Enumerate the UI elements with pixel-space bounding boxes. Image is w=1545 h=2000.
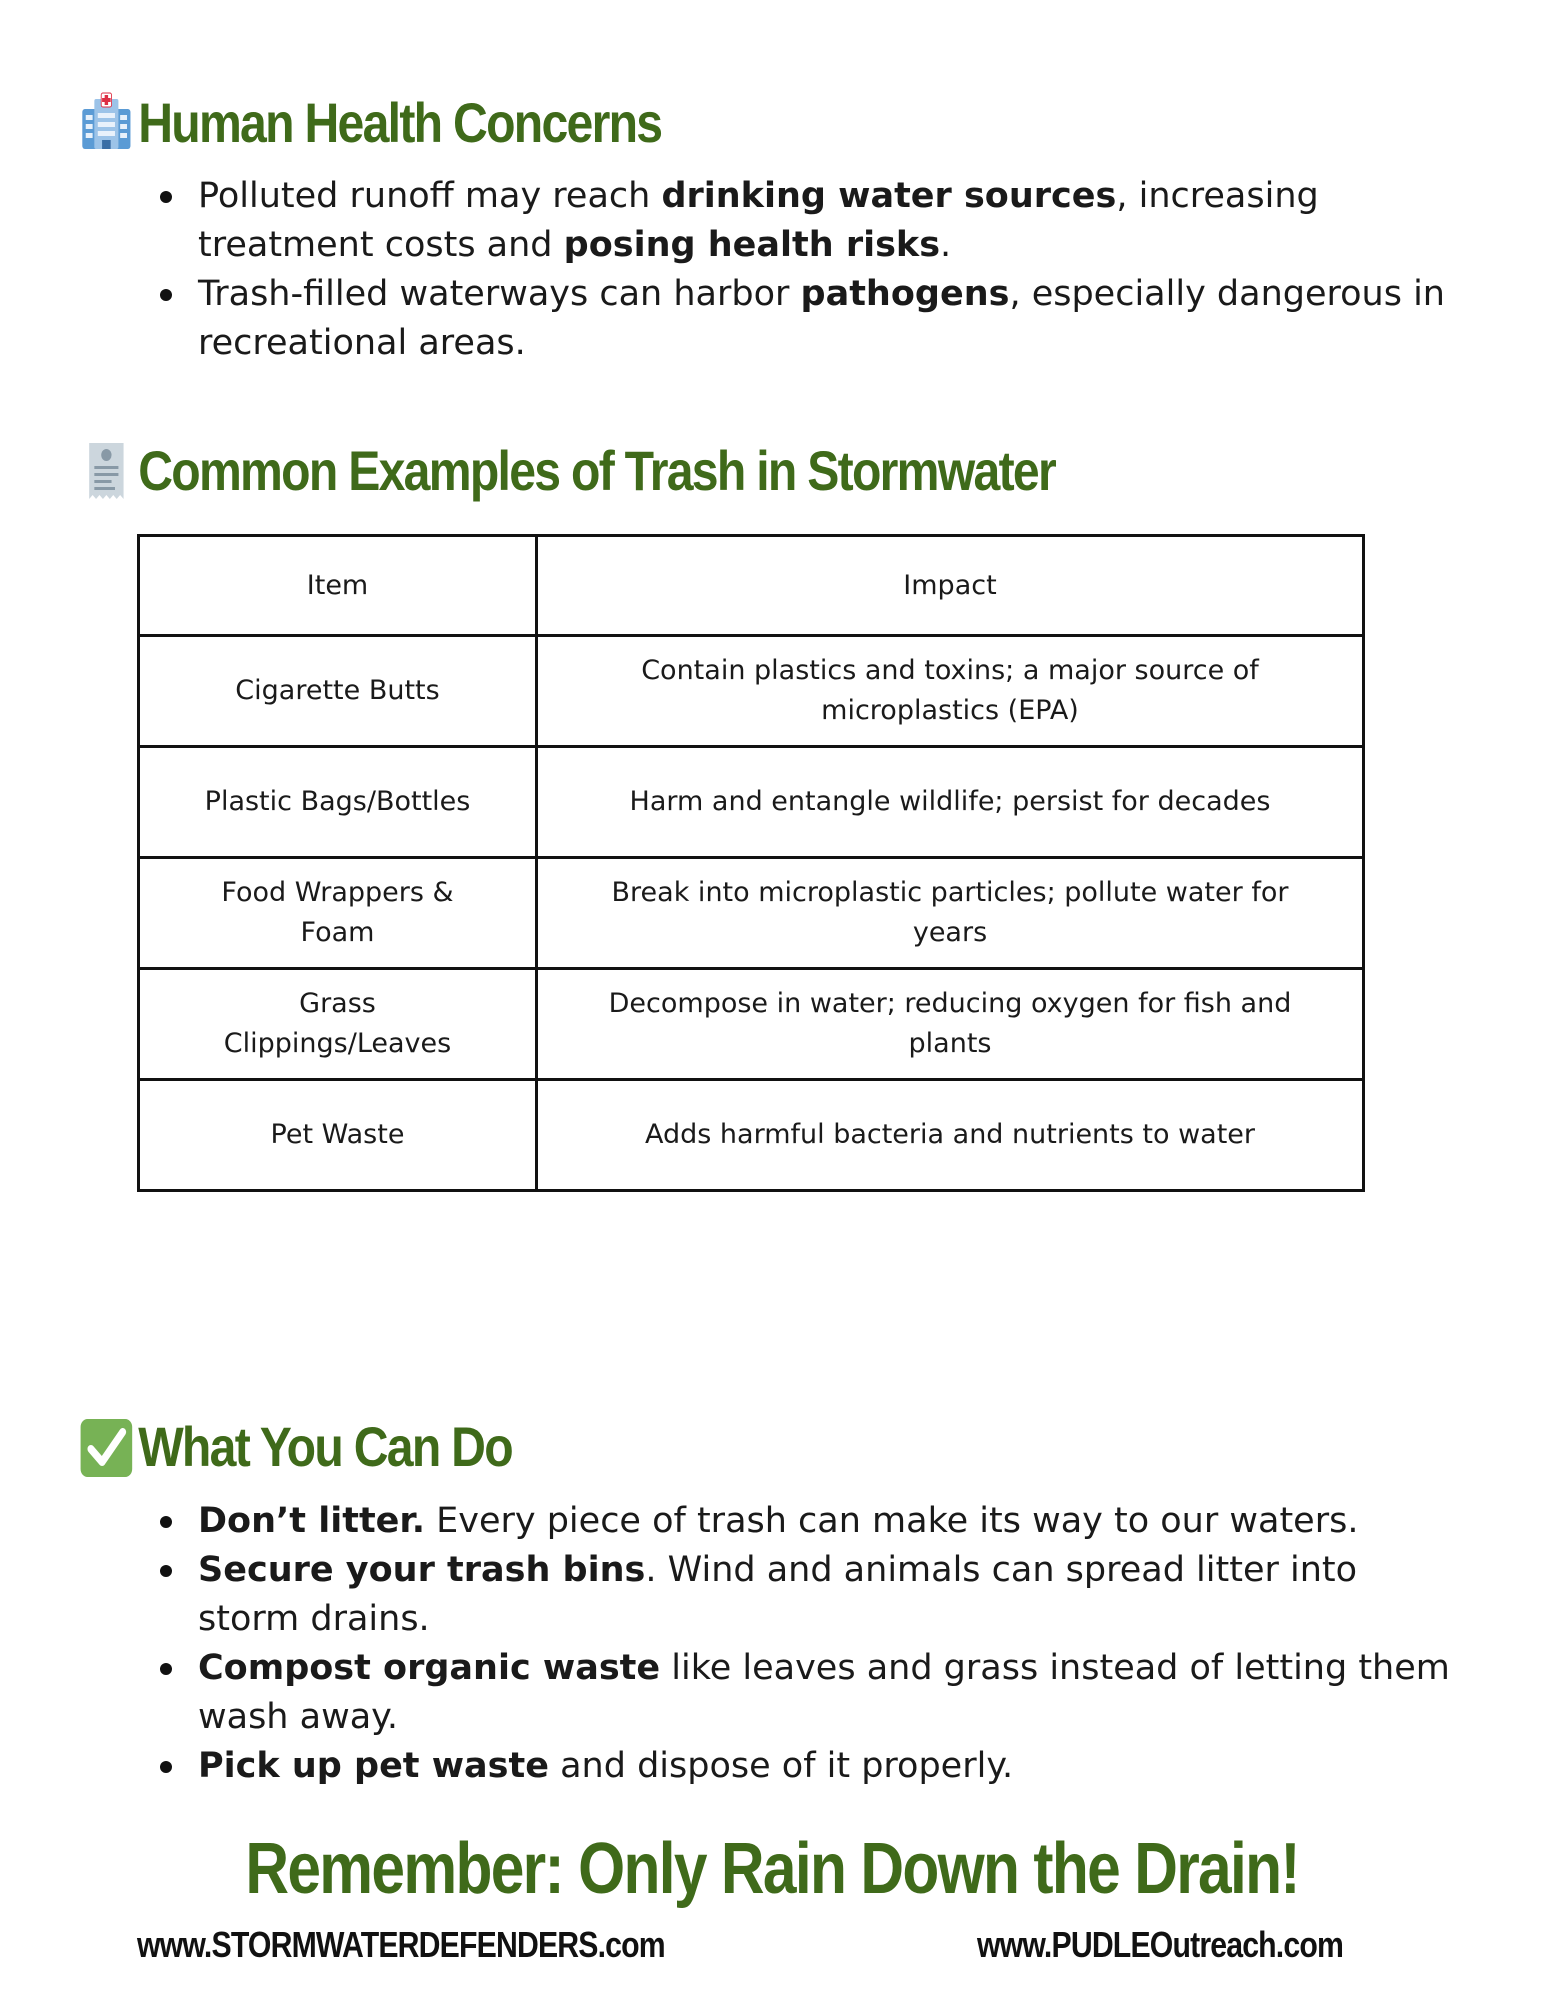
bullet-emphasis: Don’t litter. [198,1501,425,1541]
bullet-text: Polluted runoff may reach [198,176,662,216]
table-cell-impact: Decompose in water; reducing oxygen for fish and plants [537,969,1364,1080]
bullet-text: . Wind and animals can spread litter into storm drains. [198,1550,1358,1639]
table-cell-impact: Contain plastics and toxins; a major source of microplastics (EPA) [537,636,1364,747]
table-header-item: Item [139,536,537,636]
actions-bullet-item [150,1742,1450,1791]
table-row [139,969,1364,1080]
health-bullet-list [150,172,1450,368]
reminder-banner [0,1828,1545,1910]
actions-heading [78,1414,512,1479]
table-header-impact: Impact [537,536,1364,636]
table-row [139,636,1364,747]
table-cell-item: Plastic Bags/Bottles [139,747,537,858]
table-cell-item: Cigarette Butts [139,636,537,747]
bullet-emphasis: Compost organic waste [198,1648,661,1688]
health-heading-text: Human Health Concerns [138,91,662,154]
table-cell-item: Food Wrappers & Foam [139,858,537,969]
bullet-text: . [940,225,952,265]
bullet-emphasis: Secure your trash bins [198,1550,646,1590]
table-header-row [139,536,1364,636]
table-cell-item: Pet Waste [139,1080,537,1191]
bullet-text: and dispose of it properly. [548,1746,1014,1786]
actions-heading-text: What You Can Do [138,1415,512,1478]
actions-bullet-item [150,1497,1450,1546]
table-cell-item: Grass Clippings/Leaves [139,969,537,1080]
table-row [139,747,1364,858]
footer-link-left[interactable]: www.STORMWATERDEFENDERS.com [137,1924,665,1965]
examples-heading-text: Common Examples of Trash in Stormwater [138,439,1056,502]
hospital-icon [78,91,135,155]
table-cell-impact: Harm and entangle wildlife; persist for decades [537,747,1364,858]
actions-bullet-list [150,1497,1450,1791]
examples-heading [78,438,1055,503]
bullet-emphasis: drinking water sources [661,176,1117,216]
actions-bullet-item [150,1546,1450,1644]
bullet-text: Every piece of trash can make its way to our waters. [425,1501,1359,1541]
bullet-text: like leaves and grass instead of letting them wash away. [198,1648,1450,1737]
health-heading [78,90,661,155]
table-cell-impact: Adds harmful bacteria and nutrients to water [537,1080,1364,1191]
actions-bullet-item [150,1644,1450,1742]
table-row [139,858,1364,969]
bullet-text: Trash-filled waterways can harbor [198,274,801,314]
bullet-text: , increasing treatment costs and [198,176,1319,265]
health-bullet-item [150,270,1450,368]
trash-examples-table [137,534,1365,1192]
bullet-text: , especially dangerous in recreational areas. [198,274,1445,363]
check-mark-icon [78,1415,135,1479]
receipt-icon [78,439,135,503]
health-bullet-item [150,172,1450,270]
bullet-emphasis: pathogens [800,274,1010,314]
bullet-emphasis: Pick up pet waste [198,1746,549,1786]
table-cell-impact: Break into microplastic particles; pollute water for years [537,858,1364,969]
bullet-emphasis: posing health risks [563,225,941,265]
footer-link-right[interactable]: www.PUDLEOutreach.com [977,1924,1344,1965]
reminder-text: Remember: Only Rain Down the Drain! [245,1829,1300,1909]
table-row [139,1080,1364,1191]
